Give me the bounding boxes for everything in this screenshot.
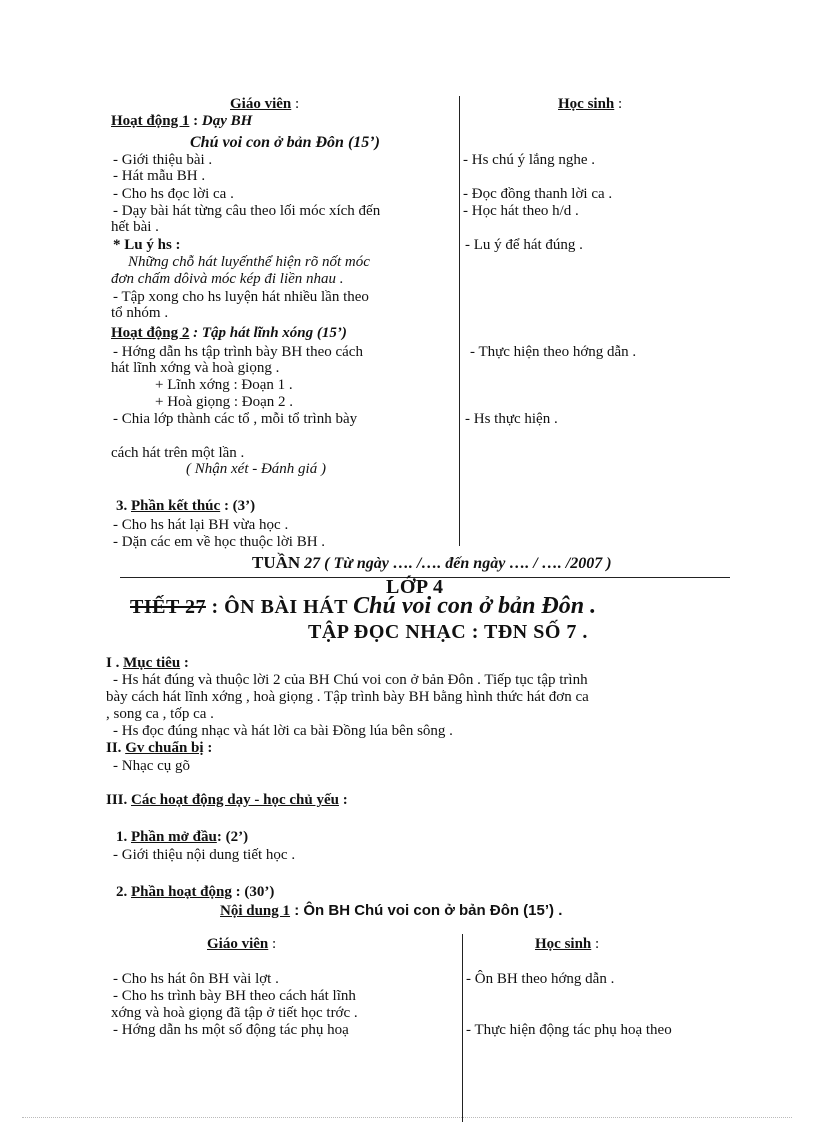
- note-line-2: đơn chấm dôivà móc kép đi liền nhau .: [111, 271, 344, 287]
- review-teacher-1: - Cho hs hát ôn BH vài lợt .: [113, 971, 279, 987]
- objective-line-2: bày cách hát lĩnh xớng , hoà giọng . Tập trình bày BH bằng hình thức hát đơn ca: [106, 689, 589, 705]
- objectives-heading: I . Mục tiêu :: [106, 655, 189, 671]
- opening-line-1: - Giới thiệu nội dung tiết học .: [113, 847, 296, 863]
- teacher-step-4-cont: hết bài .: [111, 219, 159, 235]
- class-label: LỚP 4: [386, 576, 444, 598]
- page-bottom-border: [22, 1117, 792, 1118]
- teacher-column-header-2: Giáo viên :: [207, 936, 277, 952]
- review-teacher-2: - Cho hs trình bày BH theo cách hát lĩnh: [113, 988, 356, 1004]
- activity-2-student-2: - Hs thực hiện .: [465, 411, 558, 427]
- closing-line-2: - Dặn các em về học thuộc lời BH .: [113, 534, 326, 550]
- activity-2-sub-1: + Lĩnh xớng : Đoạn 1 .: [155, 377, 293, 393]
- activity-2-line-1: - Hớng dẫn hs tập trình bày BH theo cách: [113, 344, 363, 360]
- week-line: TUẦN 27 ( Từ ngày …. /…. đến ngày …. / …. /2007 ): [252, 553, 612, 572]
- teacher-step-3: - Cho hs đọc lời ca .: [113, 186, 234, 202]
- activity-2-line-3: - Chia lớp thành các tổ , mỗi tổ trình bày: [113, 411, 358, 427]
- column-divider-bottom: [462, 934, 463, 1122]
- lesson-title: TIẾT 27 : ÔN BÀI HÁT Chú voi con ở bản Đôn .: [130, 593, 597, 619]
- opening-heading: 1. Phần mở đầu: (2’): [116, 829, 249, 845]
- review-teacher-4: - Hớng dẫn hs một số động tác phụ hoạ: [113, 1022, 349, 1038]
- teacher-column-header: Giáo viên :: [230, 96, 300, 112]
- student-column-header-2: Học sinh :: [535, 936, 600, 952]
- objective-line-4: - Hs đọc đúng nhạc và hát lời ca bài Đồng lúa bên sông .: [113, 723, 453, 739]
- activity-2-heading: Hoạt động 2 : Tập hát lĩnh xóng (15’): [111, 325, 347, 341]
- activity-2-line-4: cách hát trên một lần .: [111, 445, 245, 461]
- student-step-1: - Hs chú ý lắng nghe .: [463, 152, 596, 168]
- lesson-subtitle: TẬP ĐỌC NHẠC : TĐN SỐ 7 .: [308, 621, 588, 643]
- activity-2-student-1: - Thực hiện theo hớng dẫn .: [470, 344, 637, 360]
- review-student-2: - Thực hiện động tác phụ hoạ theo: [466, 1022, 672, 1038]
- preparation-line-1: - Nhạc cụ gõ: [113, 758, 191, 774]
- student-step-3: - Học hát theo h/d .: [463, 203, 579, 219]
- note-line-1: Những chỗ hát luyếnthể hiện rõ nốt móc: [128, 254, 370, 270]
- review-student-1: - Ôn BH theo hớng dẫn .: [466, 971, 615, 987]
- teacher-step-2: - Hát mẫu BH .: [113, 168, 206, 184]
- objective-line-3: , song ca , tốp ca .: [106, 706, 214, 722]
- closing-line-1: - Cho hs hát lại BH vừa học .: [113, 517, 289, 533]
- main-activity-heading: 2. Phần hoạt động : (30’): [116, 884, 275, 900]
- activity-1-heading: Hoạt động 1 : Dạy BH: [111, 113, 253, 129]
- note-student: - Lu ý để hát đúng .: [465, 237, 583, 253]
- activity-2-sub-2: + Hoà giọng : Đoạn 2 .: [155, 394, 294, 410]
- column-divider-top: [459, 96, 460, 546]
- teacher-step-4: - Dạy bài hát từng câu theo lối móc xích đến: [113, 203, 381, 219]
- practice-line-1: - Tập xong cho hs luyện hát nhiều lần theo: [113, 289, 369, 305]
- song-title-line: Chú voi con ở bản Đôn (15’): [190, 134, 380, 151]
- activities-heading: III. Các hoạt động dạy - học chủ yếu :: [106, 792, 348, 808]
- note-label: * Lu ý hs :: [113, 237, 181, 253]
- activity-2-line-2: hát lĩnh xớng và hoà giọng .: [111, 360, 280, 376]
- closing-heading: 3. Phần kết thúc : (3’): [116, 498, 256, 514]
- student-column-header: Học sinh :: [558, 96, 623, 112]
- objective-line-1: - Hs hát đúng và thuộc lời 2 của BH Chú voi con ở bản Đôn . Tiếp tục tập trình: [113, 672, 588, 688]
- review-teacher-3: xớng và hoà giọng đã tập ở tiết học trớc .: [111, 1005, 358, 1021]
- preparation-heading: II. Gv chuẩn bị :: [106, 740, 213, 756]
- teacher-step-1: - Giới thiệu bài .: [113, 152, 213, 168]
- content-1-heading: Nội dung 1 : Ôn BH Chú voi con ở bản Đôn (15’) .: [220, 902, 563, 919]
- student-step-2: - Đọc đồng thanh lời ca .: [463, 186, 613, 202]
- practice-line-2: tổ nhóm .: [111, 305, 169, 321]
- activity-2-evaluation: ( Nhận xét - Đánh giá ): [186, 461, 326, 477]
